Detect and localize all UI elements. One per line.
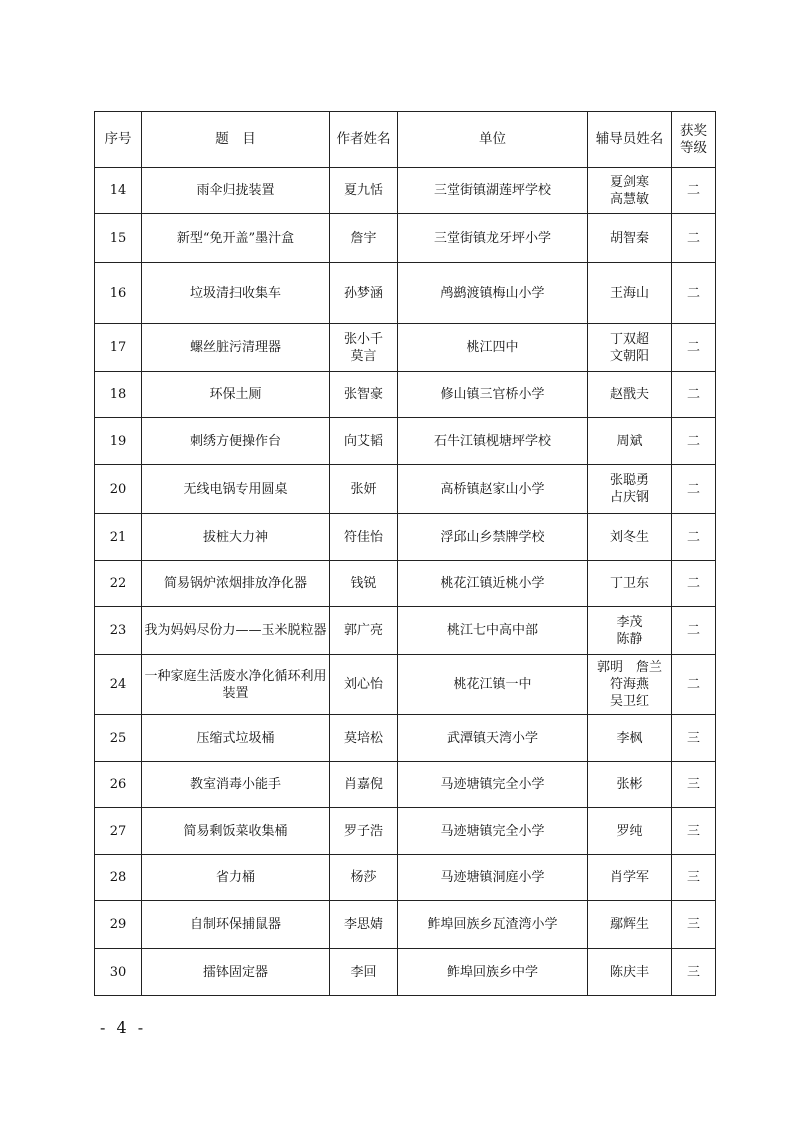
cell-no: 24 bbox=[95, 655, 142, 715]
cell-author: 李回 bbox=[330, 949, 398, 996]
table-row bbox=[95, 214, 716, 263]
cell-title: 垃圾清扫收集车 bbox=[142, 263, 330, 324]
page-number: - 4 - bbox=[100, 1018, 147, 1037]
cell-no: 15 bbox=[95, 214, 142, 263]
cell-no: 25 bbox=[95, 715, 142, 762]
cell-unit: 桃花江镇一中 bbox=[398, 655, 588, 715]
table-body bbox=[95, 168, 716, 996]
cell-author: 罗子浩 bbox=[330, 808, 398, 855]
table-row bbox=[95, 263, 716, 324]
cell-unit: 三堂街镇湖莲坪学校 bbox=[398, 168, 588, 214]
cell-award: 二 bbox=[672, 372, 716, 418]
cell-author: 符佳怡 bbox=[330, 514, 398, 561]
table-row bbox=[95, 514, 716, 561]
cell-award: 二 bbox=[672, 607, 716, 655]
cell-unit: 桃江七中高中部 bbox=[398, 607, 588, 655]
table-row bbox=[95, 762, 716, 808]
cell-unit: 马迹塘镇完全小学 bbox=[398, 762, 588, 808]
cell-award: 二 bbox=[672, 324, 716, 372]
table-row bbox=[95, 949, 716, 996]
cell-no: 20 bbox=[95, 465, 142, 514]
cell-author: 张小千 莫言 bbox=[330, 324, 398, 372]
cell-tutor: 李茂 陈静 bbox=[588, 607, 672, 655]
table-row bbox=[95, 855, 716, 901]
header-no: 序号 bbox=[95, 112, 142, 168]
cell-award: 二 bbox=[672, 214, 716, 263]
header-award: 获奖 等级 bbox=[672, 112, 716, 168]
cell-no: 27 bbox=[95, 808, 142, 855]
cell-award: 三 bbox=[672, 901, 716, 949]
cell-no: 19 bbox=[95, 418, 142, 465]
cell-tutor: 丁双超 文朝阳 bbox=[588, 324, 672, 372]
cell-award: 三 bbox=[672, 762, 716, 808]
table-row bbox=[95, 418, 716, 465]
cell-unit: 三堂街镇龙牙坪小学 bbox=[398, 214, 588, 263]
cell-tutor: 罗纯 bbox=[588, 808, 672, 855]
table-row bbox=[95, 324, 716, 372]
cell-tutor: 胡智秦 bbox=[588, 214, 672, 263]
cell-no: 18 bbox=[95, 372, 142, 418]
cell-tutor: 夏剑寒 高慧敏 bbox=[588, 168, 672, 214]
cell-unit: 马迹塘镇洞庭小学 bbox=[398, 855, 588, 901]
cell-tutor: 赵戬夫 bbox=[588, 372, 672, 418]
table-row bbox=[95, 808, 716, 855]
table-row bbox=[95, 715, 716, 762]
cell-title: 简易锅炉浓烟排放净化器 bbox=[142, 561, 330, 607]
cell-author: 孙梦涵 bbox=[330, 263, 398, 324]
cell-title: 环保土厕 bbox=[142, 372, 330, 418]
cell-unit: 修山镇三官桥小学 bbox=[398, 372, 588, 418]
cell-unit: 桃江四中 bbox=[398, 324, 588, 372]
cell-award: 二 bbox=[672, 514, 716, 561]
cell-no: 26 bbox=[95, 762, 142, 808]
awards-table bbox=[94, 111, 716, 996]
cell-tutor: 肖学军 bbox=[588, 855, 672, 901]
cell-award: 二 bbox=[672, 263, 716, 324]
cell-tutor: 丁卫东 bbox=[588, 561, 672, 607]
cell-award: 三 bbox=[672, 808, 716, 855]
cell-no: 28 bbox=[95, 855, 142, 901]
cell-no: 16 bbox=[95, 263, 142, 324]
cell-unit: 鲊埠回族乡中学 bbox=[398, 949, 588, 996]
cell-title: 压缩式垃圾桶 bbox=[142, 715, 330, 762]
table-row bbox=[95, 372, 716, 418]
cell-title: 一种家庭生活废水净化循环利用装置 bbox=[142, 655, 330, 715]
cell-award: 二 bbox=[672, 655, 716, 715]
cell-unit: 桃花江镇近桃小学 bbox=[398, 561, 588, 607]
table-row bbox=[95, 168, 716, 214]
cell-title: 简易剩饭菜收集桶 bbox=[142, 808, 330, 855]
table-row bbox=[95, 655, 716, 715]
cell-tutor: 张聪勇 占庆钢 bbox=[588, 465, 672, 514]
cell-title: 我为妈妈尽份力——玉米脱粒器 bbox=[142, 607, 330, 655]
cell-unit: 石牛江镇枧塘坪学校 bbox=[398, 418, 588, 465]
table-row bbox=[95, 607, 716, 655]
cell-title: 自制环保捕鼠器 bbox=[142, 901, 330, 949]
cell-tutor: 陈庆丰 bbox=[588, 949, 672, 996]
cell-award: 三 bbox=[672, 715, 716, 762]
cell-unit: 鸬鹚渡镇梅山小学 bbox=[398, 263, 588, 324]
cell-author: 张妍 bbox=[330, 465, 398, 514]
cell-tutor: 李枫 bbox=[588, 715, 672, 762]
cell-title: 省力桶 bbox=[142, 855, 330, 901]
table-row bbox=[95, 901, 716, 949]
cell-award: 二 bbox=[672, 418, 716, 465]
table-row bbox=[95, 465, 716, 514]
cell-unit: 武潭镇天湾小学 bbox=[398, 715, 588, 762]
header-author: 作者姓名 bbox=[330, 112, 398, 168]
cell-title: 擂钵固定器 bbox=[142, 949, 330, 996]
cell-award: 三 bbox=[672, 855, 716, 901]
cell-author: 莫培松 bbox=[330, 715, 398, 762]
cell-award: 二 bbox=[672, 561, 716, 607]
cell-author: 夏九恬 bbox=[330, 168, 398, 214]
cell-award: 三 bbox=[672, 949, 716, 996]
cell-no: 17 bbox=[95, 324, 142, 372]
cell-author: 钱锐 bbox=[330, 561, 398, 607]
cell-title: 螺丝脏污清理器 bbox=[142, 324, 330, 372]
cell-award: 二 bbox=[672, 465, 716, 514]
cell-unit: 浮邱山乡禁牌学校 bbox=[398, 514, 588, 561]
header-tutor: 辅导员姓名 bbox=[588, 112, 672, 168]
cell-no: 22 bbox=[95, 561, 142, 607]
cell-no: 14 bbox=[95, 168, 142, 214]
cell-tutor: 郭明 詹兰 符海燕 吴卫红 bbox=[588, 655, 672, 715]
cell-award: 二 bbox=[672, 168, 716, 214]
cell-no: 29 bbox=[95, 901, 142, 949]
cell-no: 21 bbox=[95, 514, 142, 561]
cell-author: 肖嘉倪 bbox=[330, 762, 398, 808]
cell-title: 教室消毒小能手 bbox=[142, 762, 330, 808]
cell-tutor: 刘冬生 bbox=[588, 514, 672, 561]
header-unit: 单位 bbox=[398, 112, 588, 168]
header-row bbox=[95, 112, 716, 168]
cell-title: 雨伞归拢装置 bbox=[142, 168, 330, 214]
cell-author: 向艾韬 bbox=[330, 418, 398, 465]
cell-author: 刘心怡 bbox=[330, 655, 398, 715]
cell-unit: 高桥镇赵家山小学 bbox=[398, 465, 588, 514]
table-row bbox=[95, 561, 716, 607]
cell-no: 30 bbox=[95, 949, 142, 996]
cell-unit: 鲊埠回族乡瓦渣湾小学 bbox=[398, 901, 588, 949]
cell-author: 张智豪 bbox=[330, 372, 398, 418]
cell-author: 杨莎 bbox=[330, 855, 398, 901]
cell-title: 拔桩大力神 bbox=[142, 514, 330, 561]
cell-tutor: 周斌 bbox=[588, 418, 672, 465]
cell-author: 郭广亮 bbox=[330, 607, 398, 655]
cell-title: 新型“免开盖”墨汁盒 bbox=[142, 214, 330, 263]
cell-author: 詹宇 bbox=[330, 214, 398, 263]
cell-no: 23 bbox=[95, 607, 142, 655]
cell-tutor: 王海山 bbox=[588, 263, 672, 324]
cell-author: 李思婧 bbox=[330, 901, 398, 949]
cell-tutor: 鄢辉生 bbox=[588, 901, 672, 949]
cell-title: 无线电锅专用圆桌 bbox=[142, 465, 330, 514]
cell-unit: 马迹塘镇完全小学 bbox=[398, 808, 588, 855]
cell-tutor: 张彬 bbox=[588, 762, 672, 808]
cell-title: 刺绣方便操作台 bbox=[142, 418, 330, 465]
header-title: 题 目 bbox=[142, 112, 330, 168]
